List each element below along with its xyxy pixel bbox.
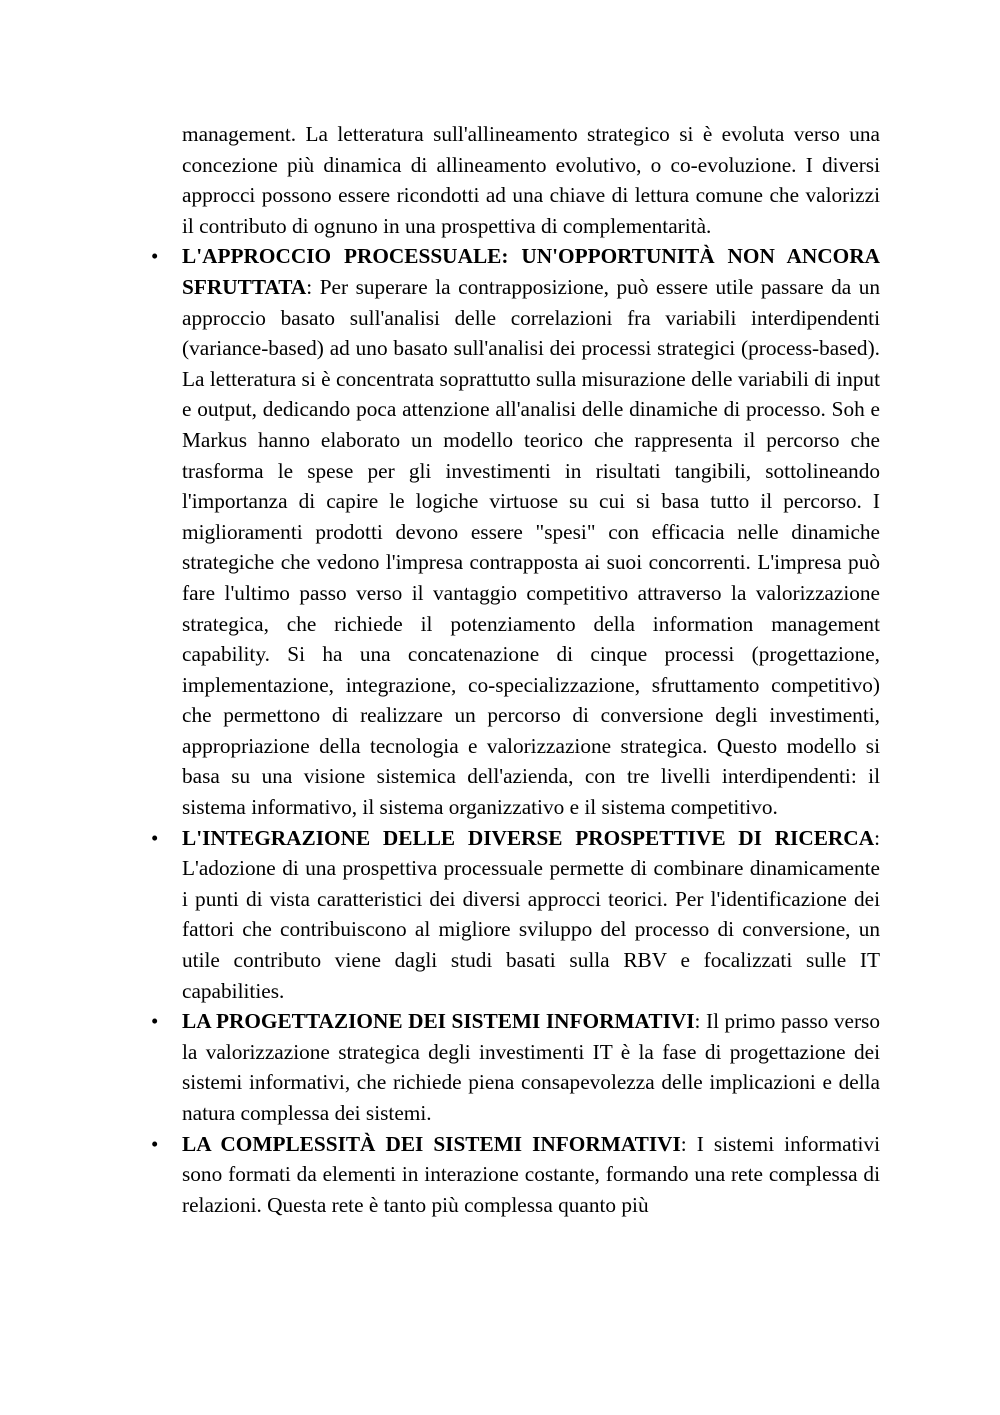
bullet-item-approccio-processuale <box>151 241 880 822</box>
bullet-dot-icon: • <box>151 1009 159 1034</box>
bullet-dot-icon: • <box>151 244 159 269</box>
bullet-dot-icon: • <box>151 825 159 850</box>
bullet-item-integrazione-prospettive <box>151 823 880 1007</box>
bullet-text: : Il primo passo verso la valorizzazione strategica degli investimenti IT è la fase di progettazione dei sistemi informativi, che richiede piena consapevolezza delle implicazioni e della natura complessa dei sistemi. <box>182 1009 880 1125</box>
page-content <box>151 119 880 1220</box>
bullet-title: LA PROGETTAZIONE DEI SISTEMI INFORMATIVI <box>182 1009 695 1034</box>
bullet-item-progettazione-sistemi <box>151 1006 880 1128</box>
bullet-list <box>151 241 880 1220</box>
bullet-dot-icon: • <box>151 1131 159 1156</box>
bullet-text: : I sistemi informativi sono formati da elementi in interazione costante, formando una rete complessa di relazioni. Questa rete è tanto più complessa quanto più <box>182 1131 880 1217</box>
bullet-text: : Per superare la contrapposizione, può essere utile passare da un approccio basato sull'analisi delle correlazioni fra variabili interdipendenti (variance-based) ad uno basato sull'analisi dei processi strategici (process-based). La letteratura si è concentrata soprattutto sulla misurazione delle variabili di input e output, dedicando poca attenzione all'analisi delle dinamiche di processo. Soh e Markus hanno elaborato un modello teorico che rappresenta il percorso che trasforma le spese per gli investimenti in risultati tangibili, sottolineando l'importanza di capire le logiche virtuose su cui si basa tutto il percorso. I miglioramenti prodotti devono essere "spesi" con efficacia nelle dinamiche strategiche che vedono l'impresa contrapposta ai suoi concorrenti. L'impresa può fare l'ultimo passo verso il vantaggio competitivo attraverso la valorizzazione strategica, che richiede il potenziamento della information management capability. Si ha una concatenazione di cinque processi (progettazione, implementazione, integrazione, co-specializzazione, sfruttamento competitivo) che permettono di realizzare un percorso di conversione degli investimenti, appropriazione della tecnologia e valorizzazione strategica. Questo modello si basa su una visione sistemica dell'azienda, con tre livelli interdipendenti: il sistema informativo, il sistema organizzativo e il sistema competitivo. <box>182 274 880 820</box>
bullet-title: L'INTEGRAZIONE DELLE DIVERSE PROSPETTIVE DI RICERCA <box>182 825 875 850</box>
bullet-title: LA COMPLESSITÀ DEI SISTEMI INFORMATIVI <box>182 1131 681 1156</box>
bullet-title: L'APPROCCIO PROCESSUALE: UN'OPPORTUNITÀ NON ANCORA SFRUTTATA <box>182 244 880 299</box>
bullet-item-complessita-sistemi <box>151 1129 880 1221</box>
bullet-text: : L'adozione di una prospettiva processuale permette di combinare dinamicamente i punti di vista caratteristici dei diversi approcci teorici. Per l'identificazione dei fattori che contribuiscono al migliore sviluppo del processo di conversione, un utile contributo viene dagli studi basati sulla RBV e focalizzati sulle IT capabilities. <box>182 825 880 1003</box>
intro-paragraph: management. La letteratura sull'allineamento strategico si è evoluta verso una concezione più dinamica di allineamento evolutivo, o co-evoluzione. I diversi approcci possono essere ricondotti ad una chiave di lettura comune che valorizzi il contributo di ognuno in una prospettiva di complementarità. <box>182 122 880 238</box>
